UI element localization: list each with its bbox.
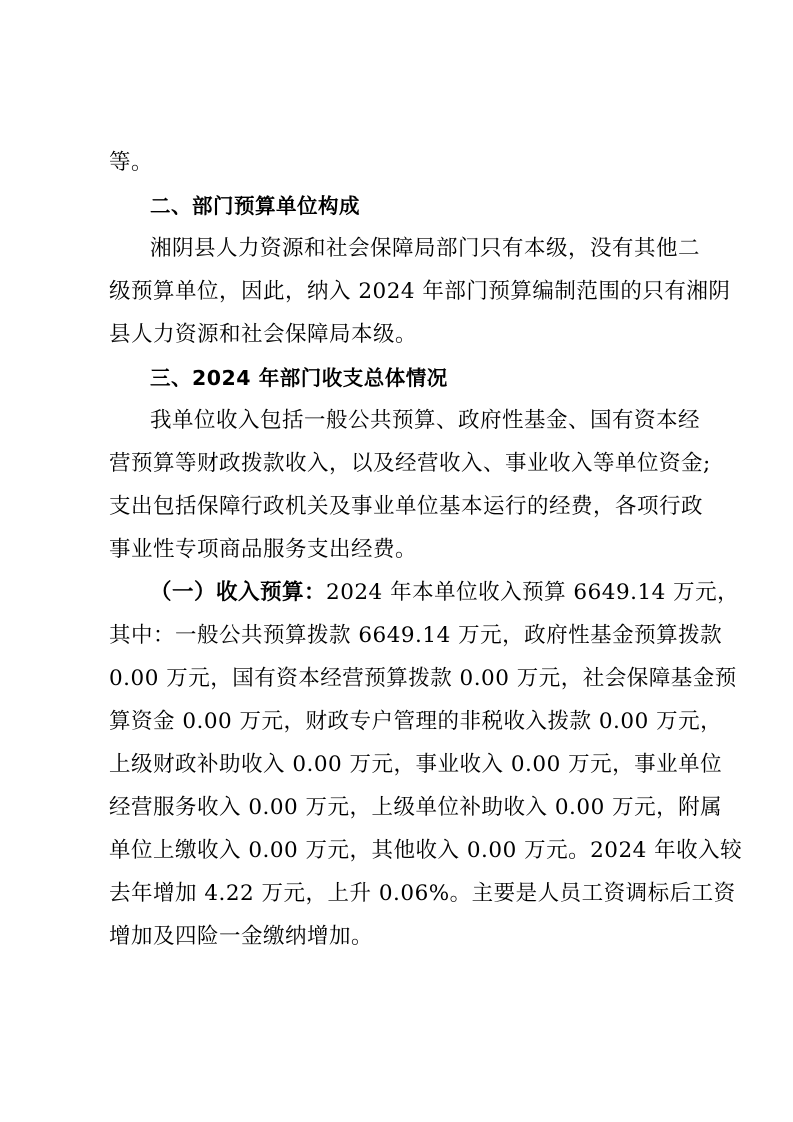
paragraph-line: 等。 <box>109 150 154 175</box>
paragraph-line: 县人力资源和社会保障局本级。 <box>109 322 418 347</box>
paragraph-line: 0.00 万元，国有资本经营预算拨款 0.00 万元，社会保障基金预 <box>109 666 737 691</box>
paragraph-line: 营预算等财政拨款收入，以及经营收入、事业收入等单位资金; <box>109 451 711 476</box>
income-budget-lead-line <box>150 573 740 613</box>
paragraph-line: 去年增加 4.22 万元，上升 0.06%。主要是人员工资调标后工资 <box>109 881 736 906</box>
subsection-heading-income-budget: （一）收入预算： <box>150 580 327 605</box>
section-heading-unit-composition: 二、部门预算单位构成 <box>150 194 360 218</box>
paragraph-line: 其中：一般公共预算拨款 6649.14 万元，政府性基金预算拨款 <box>109 623 723 648</box>
section-heading-budget-overview: 三、2024 年部门收支总体情况 <box>150 366 448 390</box>
paragraph-line: 增加及四险一金缴纳增加。 <box>109 924 374 949</box>
income-budget-total-text: 2024 年本单位收入预算 6649.14 万元， <box>326 580 740 605</box>
paragraph-line: 湘阴县人力资源和社会保障局部门只有本级，没有其他二 <box>150 236 701 261</box>
paragraph-line: 单位上缴收入 0.00 万元，其他收入 0.00 万元。2024 年收入较 <box>109 838 743 863</box>
paragraph-line: 级预算单位，因此，纳入 2024 年部门预算编制范围的只有湘阴 <box>109 279 731 304</box>
paragraph-line: 算资金 0.00 万元，财政专户管理的非税收入拨款 0.00 万元， <box>109 709 723 734</box>
paragraph-line: 上级财政补助收入 0.00 万元，事业收入 0.00 万元，事业单位 <box>109 752 723 777</box>
paragraph-line: 经营服务收入 0.00 万元，上级单位补助收入 0.00 万元，附属 <box>109 795 723 820</box>
paragraph-line: 事业性专项商品服务支出经费。 <box>109 537 418 562</box>
paragraph-line: 我单位收入包括一般公共预算、政府性基金、国有资本经 <box>150 408 701 433</box>
paragraph-line: 支出包括保障行政机关及事业单位基本运行的经费，各项行政 <box>109 494 704 519</box>
